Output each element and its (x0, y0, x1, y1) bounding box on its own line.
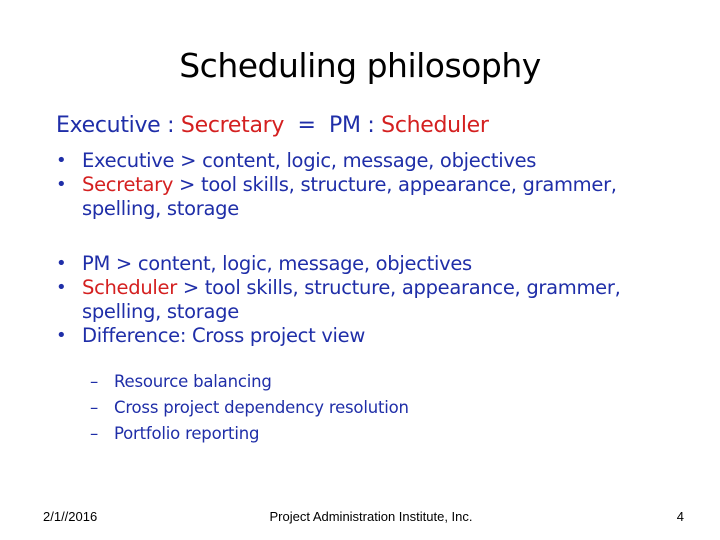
bullet-text: > tool skills, structure, appearance, grammer, spelling, storage (82, 173, 617, 220)
bullet-term: Secretary (82, 173, 174, 196)
sub-bullet-text: Cross project dependency resolution (114, 398, 409, 417)
analogy-separator: : (160, 113, 181, 138)
analogy-line (56, 113, 489, 139)
analogy-separator: : (360, 113, 382, 138)
sub-bullet-item (90, 421, 409, 447)
bullet-icon: • (56, 277, 67, 298)
analogy-executive: Executive (56, 113, 161, 138)
dash-icon: – (90, 372, 99, 391)
footer-organization: Project Administration Institute, Inc. (269, 509, 473, 524)
bullet-text: > content, logic, message, objectives (174, 149, 537, 172)
bullet-item (56, 149, 696, 173)
analogy-equals: = (284, 113, 330, 138)
page-number: 4 (676, 509, 684, 524)
bullet-icon: • (56, 174, 67, 195)
analogy-secretary: Secretary (180, 113, 285, 138)
sub-bullet-text: Portfolio reporting (114, 424, 260, 443)
bullet-item (56, 276, 696, 324)
bullet-term: PM (82, 252, 110, 275)
sub-bullet-list (90, 369, 409, 447)
dash-icon: – (90, 398, 99, 417)
slide-title: Scheduling philosophy (179, 46, 541, 85)
bullet-text: > content, logic, message, objectives (109, 252, 472, 275)
bullet-icon: • (56, 325, 67, 346)
bullet-list-roles-2 (56, 252, 696, 348)
footer-date: 2/1//2016 (43, 509, 98, 524)
analogy-scheduler: Scheduler (381, 113, 489, 138)
dash-icon: – (90, 424, 99, 443)
bullet-list-roles-1 (56, 149, 696, 221)
analogy-pm: PM (329, 113, 361, 138)
bullet-item (56, 173, 696, 221)
bullet-text: Difference: Cross project view (82, 324, 366, 347)
bullet-item (56, 324, 696, 348)
bullet-icon: • (56, 150, 67, 171)
bullet-text: > tool skills, structure, appearance, grammer, spelling, storage (82, 276, 621, 323)
bullet-item (56, 252, 696, 276)
sub-bullet-item (90, 369, 409, 395)
sub-bullet-item (90, 395, 409, 421)
sub-bullet-text: Resource balancing (114, 372, 272, 391)
bullet-term: Executive (82, 149, 175, 172)
bullet-icon: • (56, 253, 67, 274)
bullet-term: Scheduler (82, 276, 177, 299)
